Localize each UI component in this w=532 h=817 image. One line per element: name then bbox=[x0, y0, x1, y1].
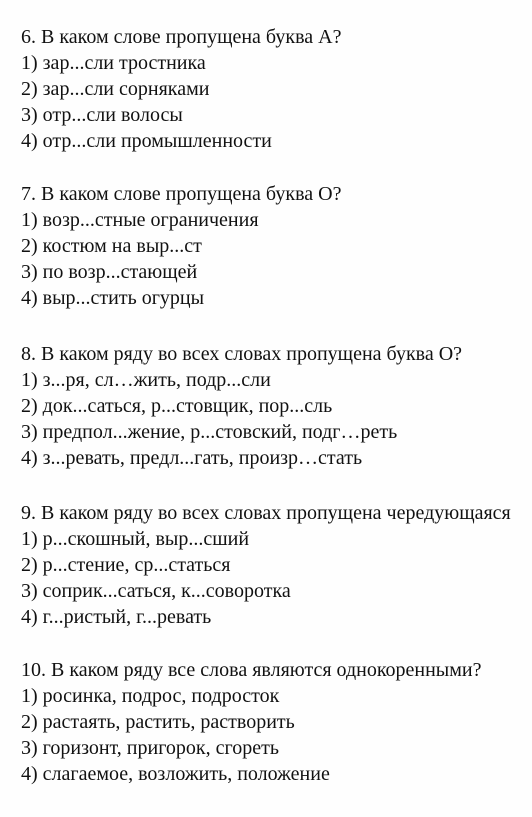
question-6-option-2: 2) зар...сли сорняками bbox=[21, 78, 210, 100]
question-9-prompt: 9. В каком ряду во всех словах пропущена чередующаяся bbox=[21, 502, 511, 524]
question-10-option-4: 4) слагаемое, возложить, положение bbox=[21, 763, 330, 785]
question-6-prompt: 6. В каком слове пропущена буква А? bbox=[21, 26, 342, 48]
question-10 bbox=[21, 657, 481, 787]
question-8-option-1: 1) з...ря, сл…жить, подр...сли bbox=[21, 369, 271, 391]
question-9-option-1: 1) р...скошный, выр...сший bbox=[21, 528, 250, 550]
question-8 bbox=[21, 341, 462, 471]
question-9-option-4: 4) г...ристый, г...ревать bbox=[21, 606, 212, 628]
question-6-option-3: 3) отр...сли волосы bbox=[21, 104, 183, 126]
question-10-option-2: 2) растаять, растить, растворить bbox=[21, 711, 295, 733]
question-8-option-3: 3) предпол...жение, р...стовский, подг…реть bbox=[21, 421, 398, 443]
question-6 bbox=[21, 24, 341, 154]
question-10-option-1: 1) росинка, подрос, подросток bbox=[21, 685, 280, 707]
question-7-option-1: 1) возр...стные ограничения bbox=[21, 209, 259, 231]
question-7-option-3: 3) по возр...стающей bbox=[21, 261, 198, 283]
question-6-option-4: 4) отр...сли промышленности bbox=[21, 130, 272, 152]
question-7-prompt: 7. В каком слове пропущена буква О? bbox=[21, 183, 342, 205]
question-9-option-3: 3) соприк...саться, к...соворотка bbox=[21, 580, 291, 602]
question-7-option-2: 2) костюм на выр...ст bbox=[21, 235, 202, 257]
question-10-prompt: 10. В каком ряду все слова являются однокоренными? bbox=[21, 659, 482, 681]
question-7-option-4: 4) выр...стить огурцы bbox=[21, 287, 205, 309]
question-8-prompt: 8. В каком ряду во всех словах пропущена буква О? bbox=[21, 343, 463, 365]
question-7 bbox=[21, 181, 341, 311]
question-8-option-2: 2) док...саться, р...стовщик, пор...сль bbox=[21, 395, 333, 417]
question-9-option-2: 2) р...стение, ср...статься bbox=[21, 554, 231, 576]
question-6-option-1: 1) зар...сли тростника bbox=[21, 52, 206, 74]
question-9 bbox=[21, 500, 511, 630]
question-8-option-4: 4) з...ревать, предл...гать, произр…стать bbox=[21, 447, 363, 469]
question-10-option-3: 3) горизонт, пригорок, сгореть bbox=[21, 737, 279, 759]
